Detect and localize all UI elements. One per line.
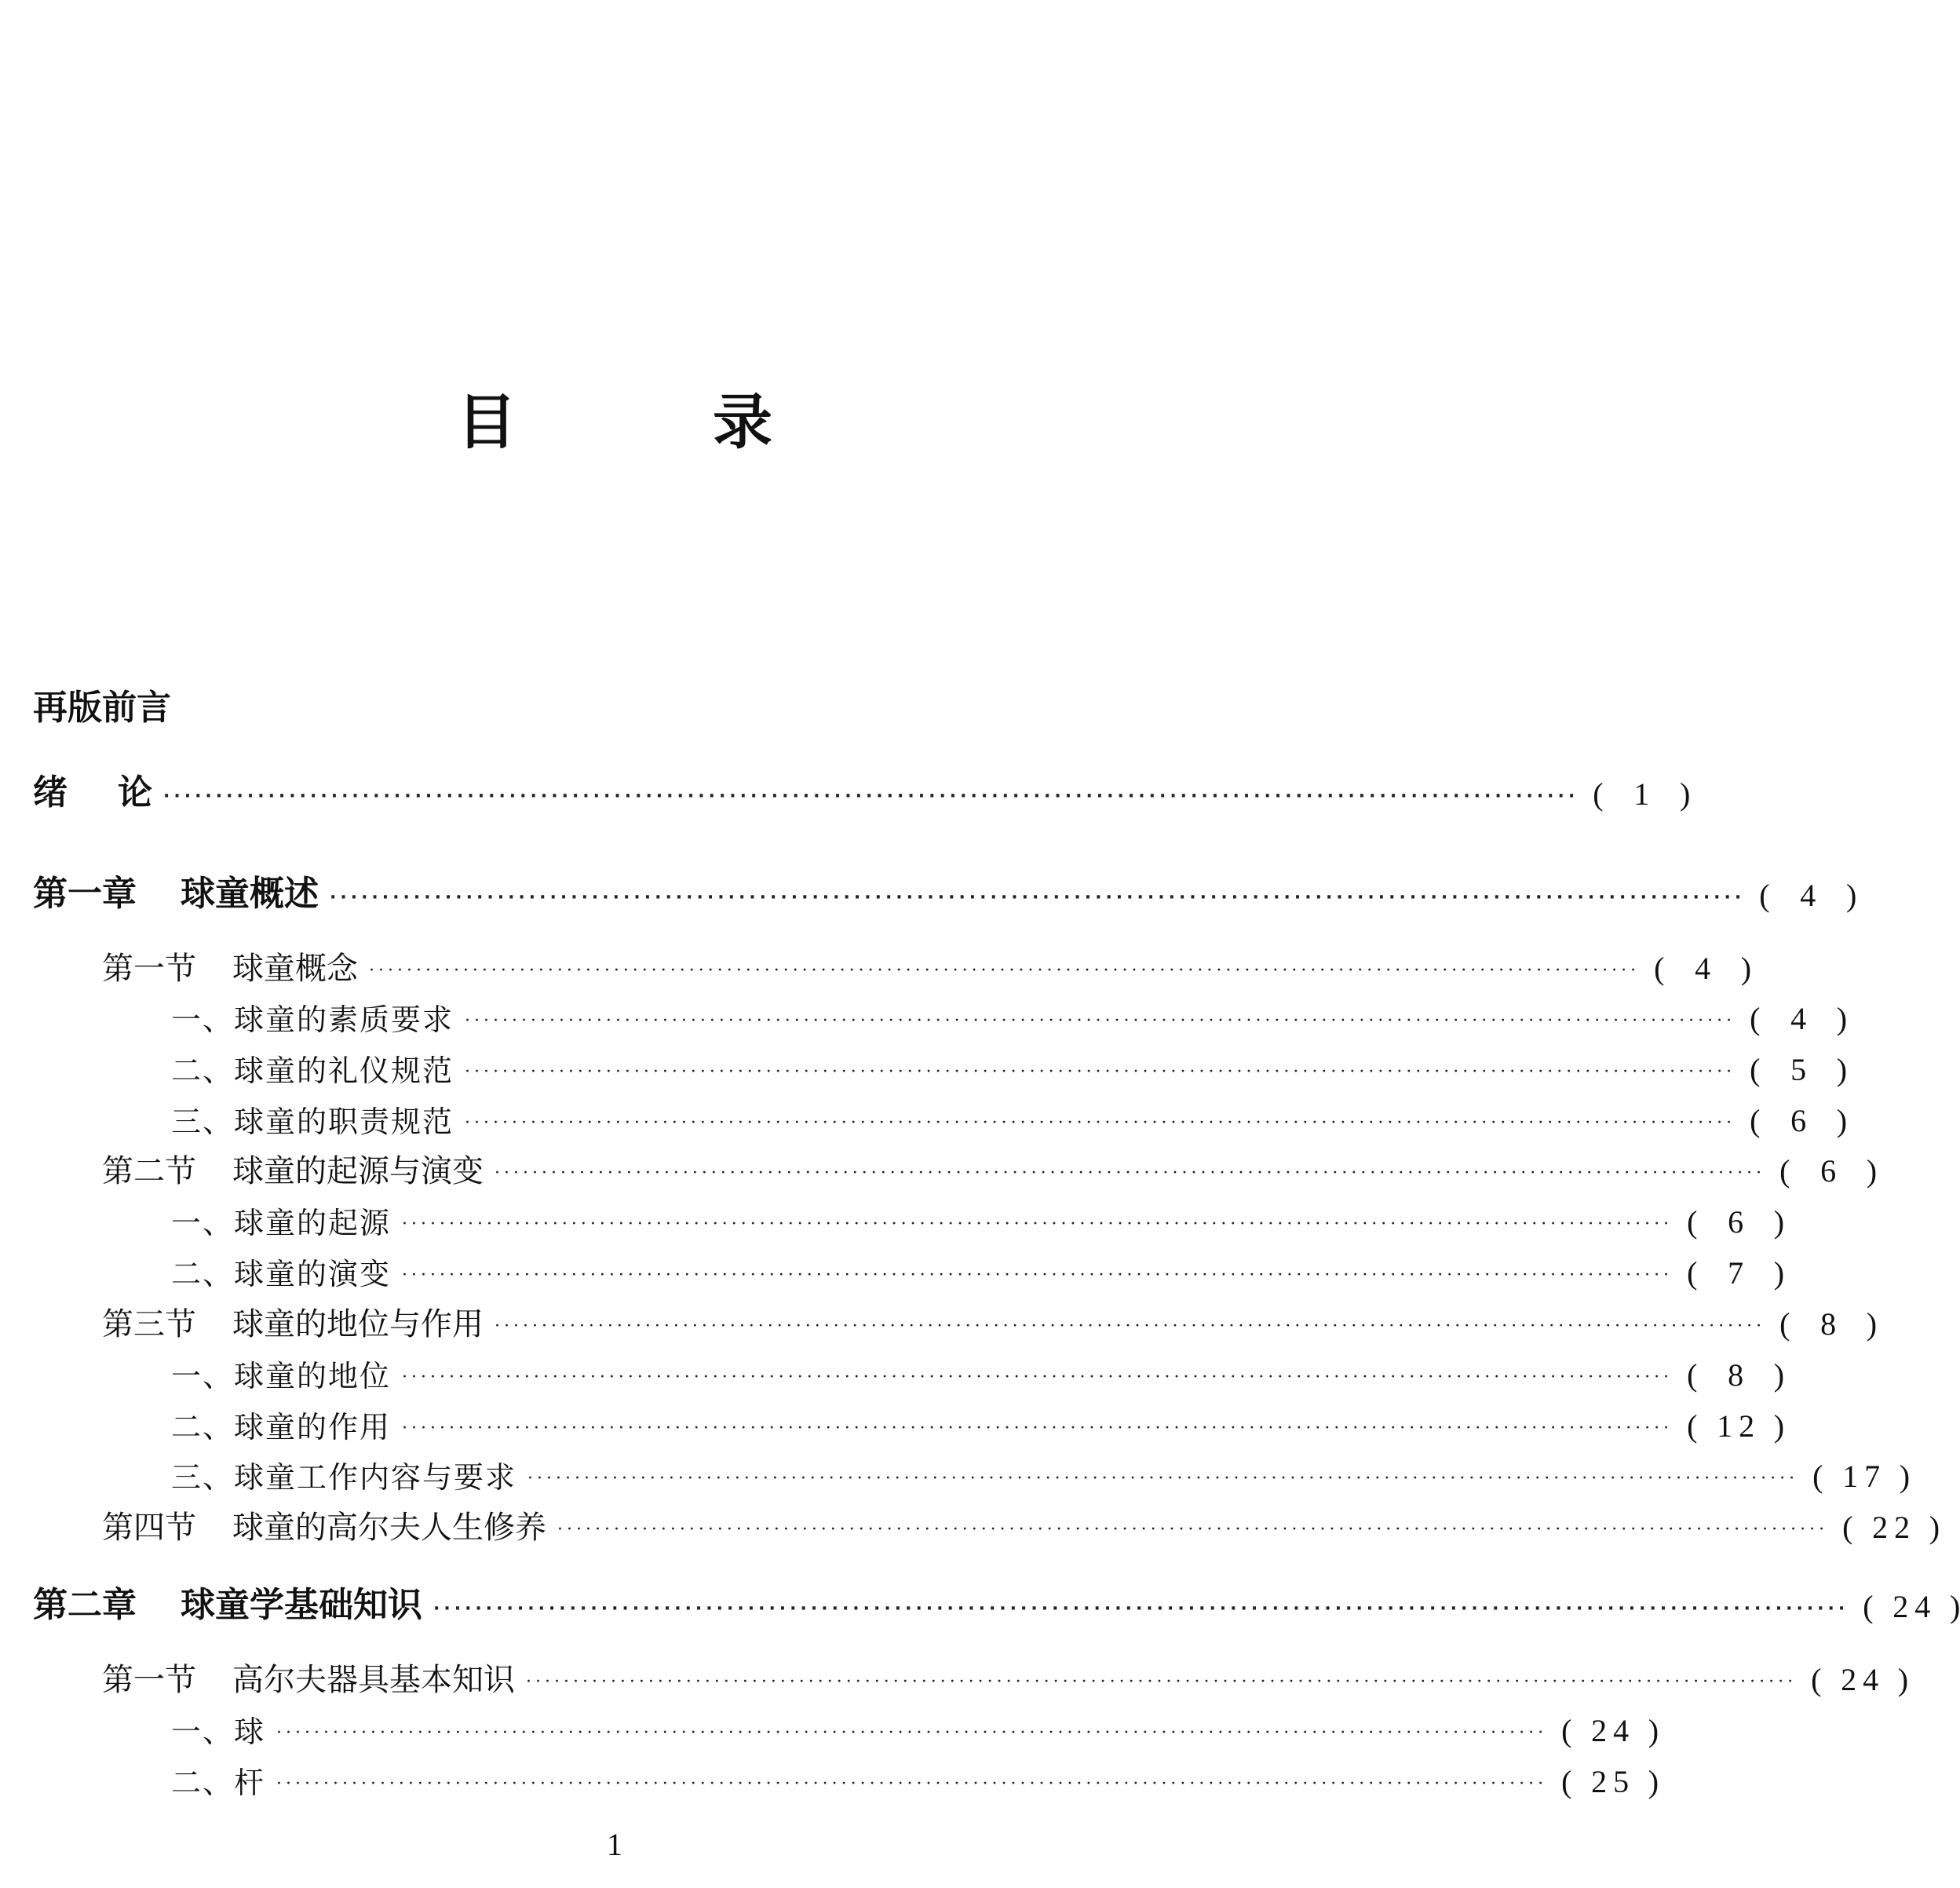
item-title: 二、球童的作用 bbox=[171, 1410, 392, 1444]
toc-section[interactable] bbox=[102, 1510, 1940, 1546]
section-title: 球童的高尔夫人生修养 bbox=[232, 1510, 546, 1546]
toc-item[interactable] bbox=[171, 1713, 1659, 1749]
section-number: 第二节 bbox=[102, 1153, 196, 1189]
dot-leader: ······································································································································· bbox=[402, 1265, 1673, 1285]
toc-section[interactable] bbox=[102, 1153, 1878, 1189]
chapter-title: 球童学基础知识 bbox=[181, 1585, 422, 1625]
dot-leader: ······································································································································· bbox=[527, 1469, 1799, 1488]
dot-leader: ······································································································································· bbox=[465, 1062, 1736, 1082]
section-number: 第三节 bbox=[102, 1306, 196, 1342]
intro-char-1: 绪 bbox=[33, 772, 68, 813]
dot-leader: ······································································································································· bbox=[369, 961, 1641, 981]
toc-section[interactable] bbox=[102, 1662, 1909, 1698]
dot-leader: ······································································································································· bbox=[276, 1723, 1548, 1743]
toc-item[interactable] bbox=[171, 1204, 1785, 1240]
dot-leader: ······································································································································· bbox=[557, 1520, 1829, 1539]
dot-leader: ······································································································································· bbox=[495, 1163, 1766, 1183]
dot-leader: ······································································································································· bbox=[465, 1011, 1736, 1031]
page-ref: ( 4 ) bbox=[1750, 1001, 1848, 1036]
dot-leader: ······································································································································· bbox=[495, 1316, 1766, 1336]
chapter-number: 第一章 bbox=[33, 874, 137, 914]
toc-section[interactable] bbox=[102, 1306, 1878, 1342]
page-title bbox=[0, 387, 1229, 457]
page-ref: ( 24 ) bbox=[1863, 1589, 1960, 1624]
item-title: 二、球童的演变 bbox=[171, 1257, 392, 1291]
section-number: 第四节 bbox=[102, 1510, 196, 1546]
page-ref: ( 17 ) bbox=[1812, 1459, 1911, 1494]
toc-item[interactable] bbox=[171, 1001, 1848, 1037]
chapter-number: 第二章 bbox=[33, 1585, 137, 1625]
page-ref: ( 24 ) bbox=[1811, 1662, 1909, 1697]
toc-item[interactable] bbox=[171, 1052, 1848, 1088]
page-number: 1 bbox=[607, 1827, 622, 1862]
section-title: 高尔夫器具基本知识 bbox=[232, 1662, 515, 1698]
page-ref: ( 7 ) bbox=[1687, 1255, 1785, 1291]
title-char-1: 目 bbox=[457, 387, 516, 457]
intro-char-2: 论 bbox=[118, 772, 152, 813]
item-title: 一、球童的起源 bbox=[171, 1206, 392, 1240]
item-title: 一、球 bbox=[171, 1715, 266, 1749]
section-number: 第一节 bbox=[102, 1662, 196, 1698]
page-ref: ( 8 ) bbox=[1779, 1306, 1878, 1342]
page-ref: ( 1 ) bbox=[1593, 776, 1691, 812]
item-title: 三、球童工作内容与要求 bbox=[171, 1460, 517, 1495]
chapter-title: 球童概述 bbox=[181, 874, 319, 914]
section-number: 第一节 bbox=[102, 951, 196, 987]
dot-leader: ······································································································································· bbox=[526, 1672, 1798, 1692]
dot-leader: ······································································································································· bbox=[276, 1774, 1548, 1794]
toc-chapter-1[interactable] bbox=[33, 874, 1857, 914]
section-title: 球童的地位与作用 bbox=[232, 1306, 484, 1342]
dot-leader: ······································································································································· bbox=[402, 1419, 1673, 1438]
dot-leader: ······································································································································· bbox=[433, 1599, 1849, 1619]
item-title: 三、球童的职责规范 bbox=[171, 1105, 454, 1139]
preface-heading: 再版前言 bbox=[33, 688, 171, 728]
toc-section[interactable] bbox=[102, 951, 1752, 987]
page-ref: ( 6 ) bbox=[1687, 1204, 1785, 1240]
toc-chapter-2[interactable] bbox=[33, 1585, 1960, 1625]
dot-leader: ······································································································································· bbox=[465, 1113, 1736, 1133]
page-ref: ( 8 ) bbox=[1687, 1357, 1785, 1393]
page-ref: ( 5 ) bbox=[1750, 1052, 1848, 1087]
dot-leader: ······································································································································· bbox=[163, 787, 1579, 806]
item-title: 一、球童的素质要求 bbox=[171, 1002, 454, 1037]
toc-item[interactable] bbox=[171, 1255, 1785, 1291]
toc-entry-intro[interactable] bbox=[33, 772, 1691, 813]
toc-item[interactable] bbox=[171, 1103, 1848, 1139]
page-ref: ( 4 ) bbox=[1759, 878, 1857, 913]
section-title: 球童的起源与演变 bbox=[232, 1153, 484, 1189]
item-title: 一、球童的地位 bbox=[171, 1359, 392, 1393]
page-ref: ( 22 ) bbox=[1842, 1510, 1940, 1545]
page-ref: ( 6 ) bbox=[1779, 1153, 1878, 1189]
page-ref: ( 6 ) bbox=[1750, 1103, 1848, 1138]
page-ref: ( 4 ) bbox=[1654, 951, 1752, 986]
page-ref: ( 12 ) bbox=[1687, 1408, 1785, 1444]
page-ref: ( 24 ) bbox=[1561, 1713, 1659, 1748]
item-title: 二、杆 bbox=[171, 1766, 266, 1800]
item-title: 二、球童的礼仪规范 bbox=[171, 1054, 454, 1088]
title-char-2: 录 bbox=[713, 387, 772, 457]
page-ref: ( 25 ) bbox=[1561, 1764, 1659, 1799]
dot-leader: ······································································································································· bbox=[402, 1214, 1673, 1234]
dot-leader: ······································································································································· bbox=[402, 1368, 1673, 1387]
toc-item[interactable] bbox=[171, 1764, 1659, 1800]
toc-item[interactable] bbox=[171, 1408, 1785, 1444]
toc-item[interactable] bbox=[171, 1459, 1911, 1495]
section-title: 球童概念 bbox=[232, 951, 358, 987]
dot-leader: ······································································································································· bbox=[330, 888, 1746, 907]
toc-item[interactable] bbox=[171, 1357, 1785, 1393]
